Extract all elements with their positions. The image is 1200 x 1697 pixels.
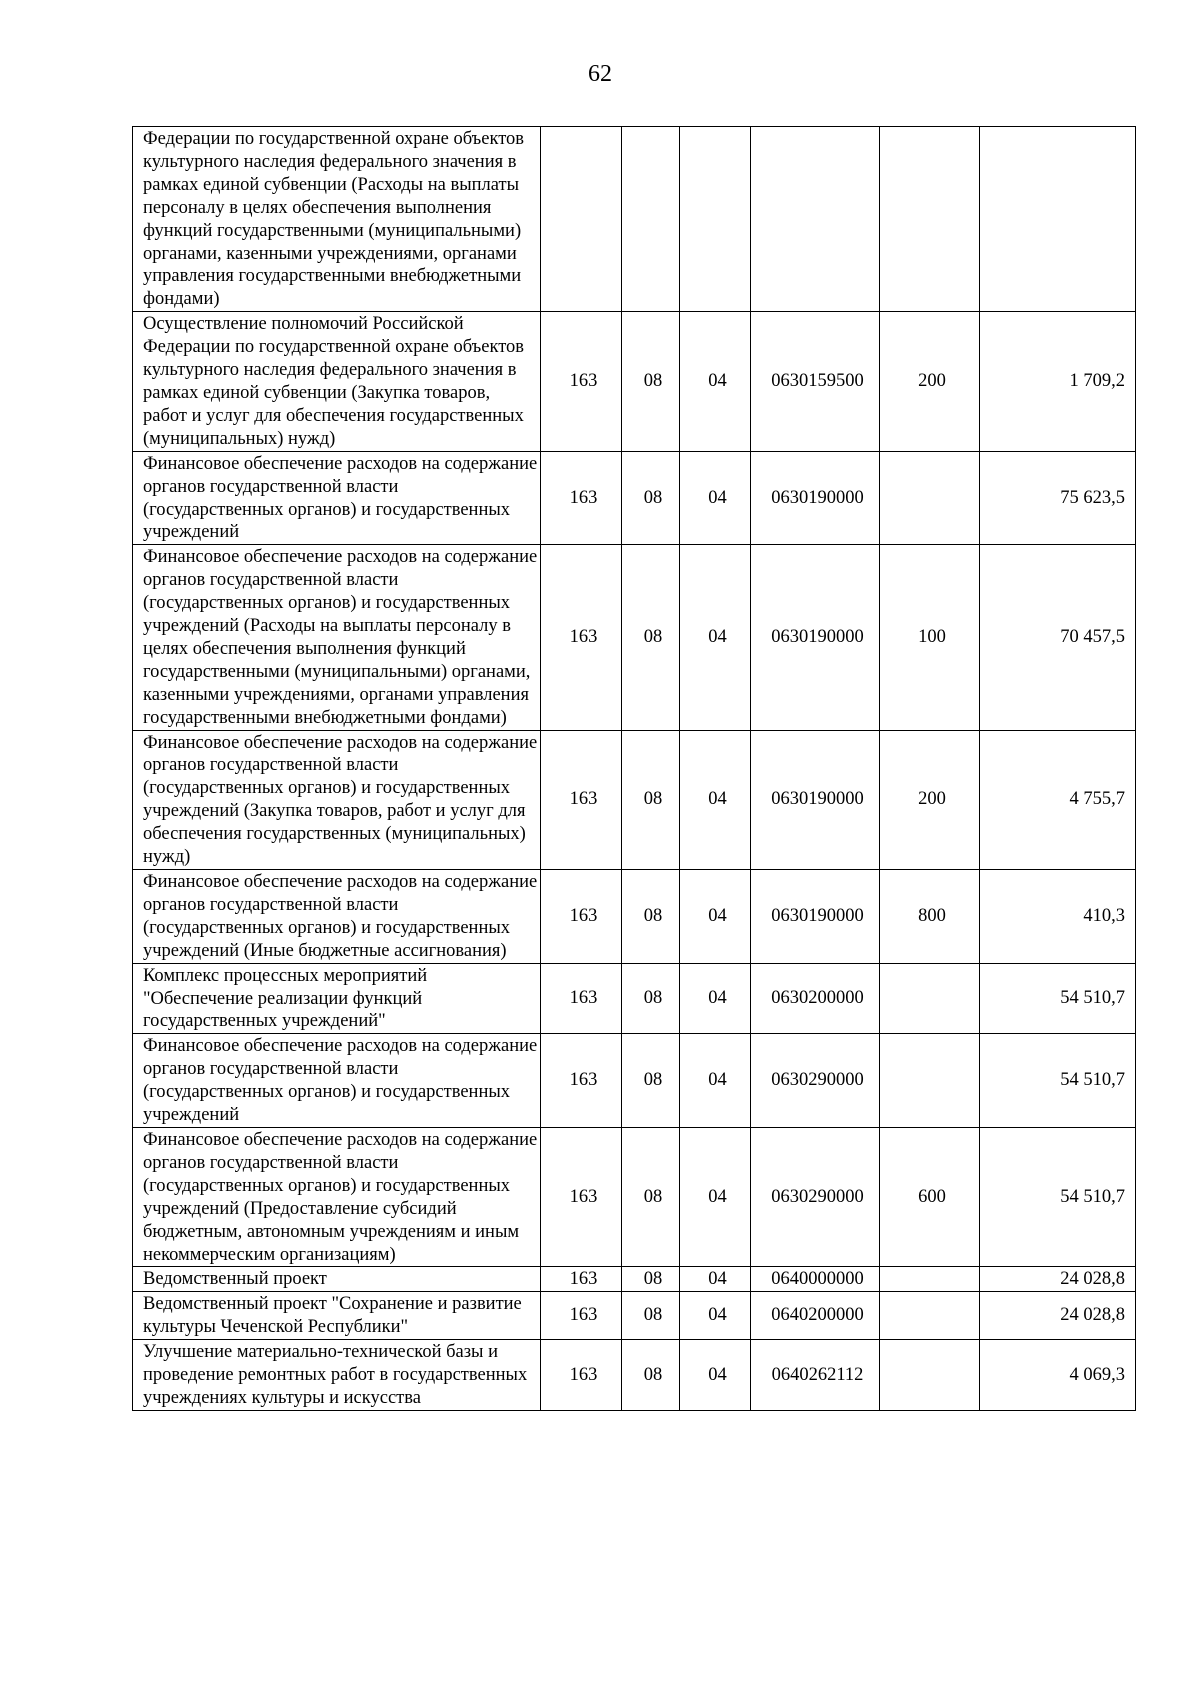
row-target-article: 0630159500 [751,312,880,451]
row-subsection: 04 [680,1267,751,1292]
table-row [133,730,1136,869]
row-subsection: 04 [680,451,751,545]
row-target-article: 0640000000 [751,1267,880,1292]
row-name: Финансовое обеспечение расходов на содержание органов государственной власти (государственных органов) и государственных учреждений (Иные бюджетные ассигнования) [133,870,541,964]
row-expense-type [880,963,980,1034]
row-grbs: 163 [541,1127,622,1266]
row-expense-type [880,127,980,312]
row-grbs: 163 [541,870,622,964]
row-expense-type [880,451,980,545]
table-row [133,870,1136,964]
row-target-article: 0630190000 [751,451,880,545]
row-name: Ведомственный проект "Сохранение и развитие культуры Чеченской Республики" [133,1292,541,1340]
row-section [622,127,680,312]
row-target-article: 0630190000 [751,730,880,869]
row-section: 08 [622,1267,680,1292]
row-name: Осуществление полномочий Российской Федерации по государственной охране объектов культурного наследия федерального значения в рамках единой субвенции (Закупка товаров, работ и услуг для обеспечения государственных (муниципальных) нужд) [133,312,541,451]
row-amount: 24 028,8 [980,1292,1136,1340]
row-name: Комплекс процессных мероприятий "Обеспечение реализации функций государственных учреждений" [133,963,541,1034]
row-expense-type [880,1267,980,1292]
row-grbs: 163 [541,545,622,730]
row-amount: 410,3 [980,870,1136,964]
row-grbs: 163 [541,1034,622,1128]
row-name: Федерации по государственной охране объектов культурного наследия федерального значения в рамках единой субвенции (Расходы на выплаты персоналу в целях обеспечения выполнения функций государственными (муниципальными) органами, казенными учреждениями, органами управления государственными внебюджетными фондами) [133,127,541,312]
table-row [133,1034,1136,1128]
row-amount: 24 028,8 [980,1267,1136,1292]
table-row [133,312,1136,451]
row-expense-type [880,1034,980,1128]
row-section: 08 [622,1034,680,1128]
row-name: Улучшение материально-технической базы и проведение ремонтных работ в государственных учреждениях культуры и искусства [133,1340,541,1411]
row-target-article: 0640262112 [751,1340,880,1411]
row-name: Ведомственный проект [133,1267,541,1292]
row-expense-type: 200 [880,312,980,451]
page-number: 62 [588,61,612,87]
table-row [133,451,1136,545]
row-amount: 54 510,7 [980,1034,1136,1128]
row-section: 08 [622,963,680,1034]
table-row [133,1292,1136,1340]
row-grbs: 163 [541,451,622,545]
row-grbs: 163 [541,1267,622,1292]
row-target-article: 0630190000 [751,870,880,964]
row-target-article [751,127,880,312]
row-name: Финансовое обеспечение расходов на содержание органов государственной власти (государственных органов) и государственных учреждений (Расходы на выплаты персоналу в целях обеспечения выполнения функций государственными (муниципальными) органами, казенными учреждениями, органами управления государственными внебюджетными фондами) [133,545,541,730]
row-section: 08 [622,451,680,545]
row-section: 08 [622,870,680,964]
row-subsection: 04 [680,870,751,964]
table-row [133,1340,1136,1411]
row-subsection: 04 [680,1292,751,1340]
row-grbs: 163 [541,730,622,869]
row-section: 08 [622,545,680,730]
row-target-article: 0630290000 [751,1127,880,1266]
row-expense-type: 800 [880,870,980,964]
row-amount: 54 510,7 [980,963,1136,1034]
row-amount: 1 709,2 [980,312,1136,451]
row-grbs: 163 [541,312,622,451]
row-name: Финансовое обеспечение расходов на содержание органов государственной власти (государственных органов) и государственных учреждений (Закупка товаров, работ и услуг для обеспечения государственных (муниципальных) нужд) [133,730,541,869]
row-amount: 4 069,3 [980,1340,1136,1411]
row-subsection: 04 [680,1340,751,1411]
budget-table [132,126,1136,1411]
row-grbs: 163 [541,1292,622,1340]
row-subsection: 04 [680,730,751,869]
row-section: 08 [622,730,680,869]
row-grbs: 163 [541,1340,622,1411]
row-expense-type [880,1292,980,1340]
row-expense-type: 600 [880,1127,980,1266]
row-subsection: 04 [680,1034,751,1128]
row-subsection: 04 [680,1127,751,1266]
row-section: 08 [622,1340,680,1411]
row-amount: 4 755,7 [980,730,1136,869]
row-amount: 75 623,5 [980,451,1136,545]
row-grbs [541,127,622,312]
table-row [133,963,1136,1034]
row-name: Финансовое обеспечение расходов на содержание органов государственной власти (государственных органов) и государственных учреждений [133,1034,541,1128]
row-expense-type [880,1340,980,1411]
row-amount: 54 510,7 [980,1127,1136,1266]
row-expense-type: 200 [880,730,980,869]
row-amount: 70 457,5 [980,545,1136,730]
row-subsection: 04 [680,312,751,451]
row-amount [980,127,1136,312]
row-subsection [680,127,751,312]
row-target-article: 0630190000 [751,545,880,730]
table-row [133,545,1136,730]
row-target-article: 0630290000 [751,1034,880,1128]
row-grbs: 163 [541,963,622,1034]
table-row [133,127,1136,312]
row-name: Финансовое обеспечение расходов на содержание органов государственной власти (государственных органов) и государственных учреждений [133,451,541,545]
table-row [133,1267,1136,1292]
row-subsection: 04 [680,545,751,730]
row-section: 08 [622,1127,680,1266]
row-target-article: 0640200000 [751,1292,880,1340]
row-name: Финансовое обеспечение расходов на содержание органов государственной власти (государственных органов) и государственных учреждений (Предоставление субсидий бюджетным, автономным учреждениям и иным некоммерческим организациям) [133,1127,541,1266]
row-target-article: 0630200000 [751,963,880,1034]
row-section: 08 [622,312,680,451]
row-section: 08 [622,1292,680,1340]
table-row [133,1127,1136,1266]
row-subsection: 04 [680,963,751,1034]
row-expense-type: 100 [880,545,980,730]
